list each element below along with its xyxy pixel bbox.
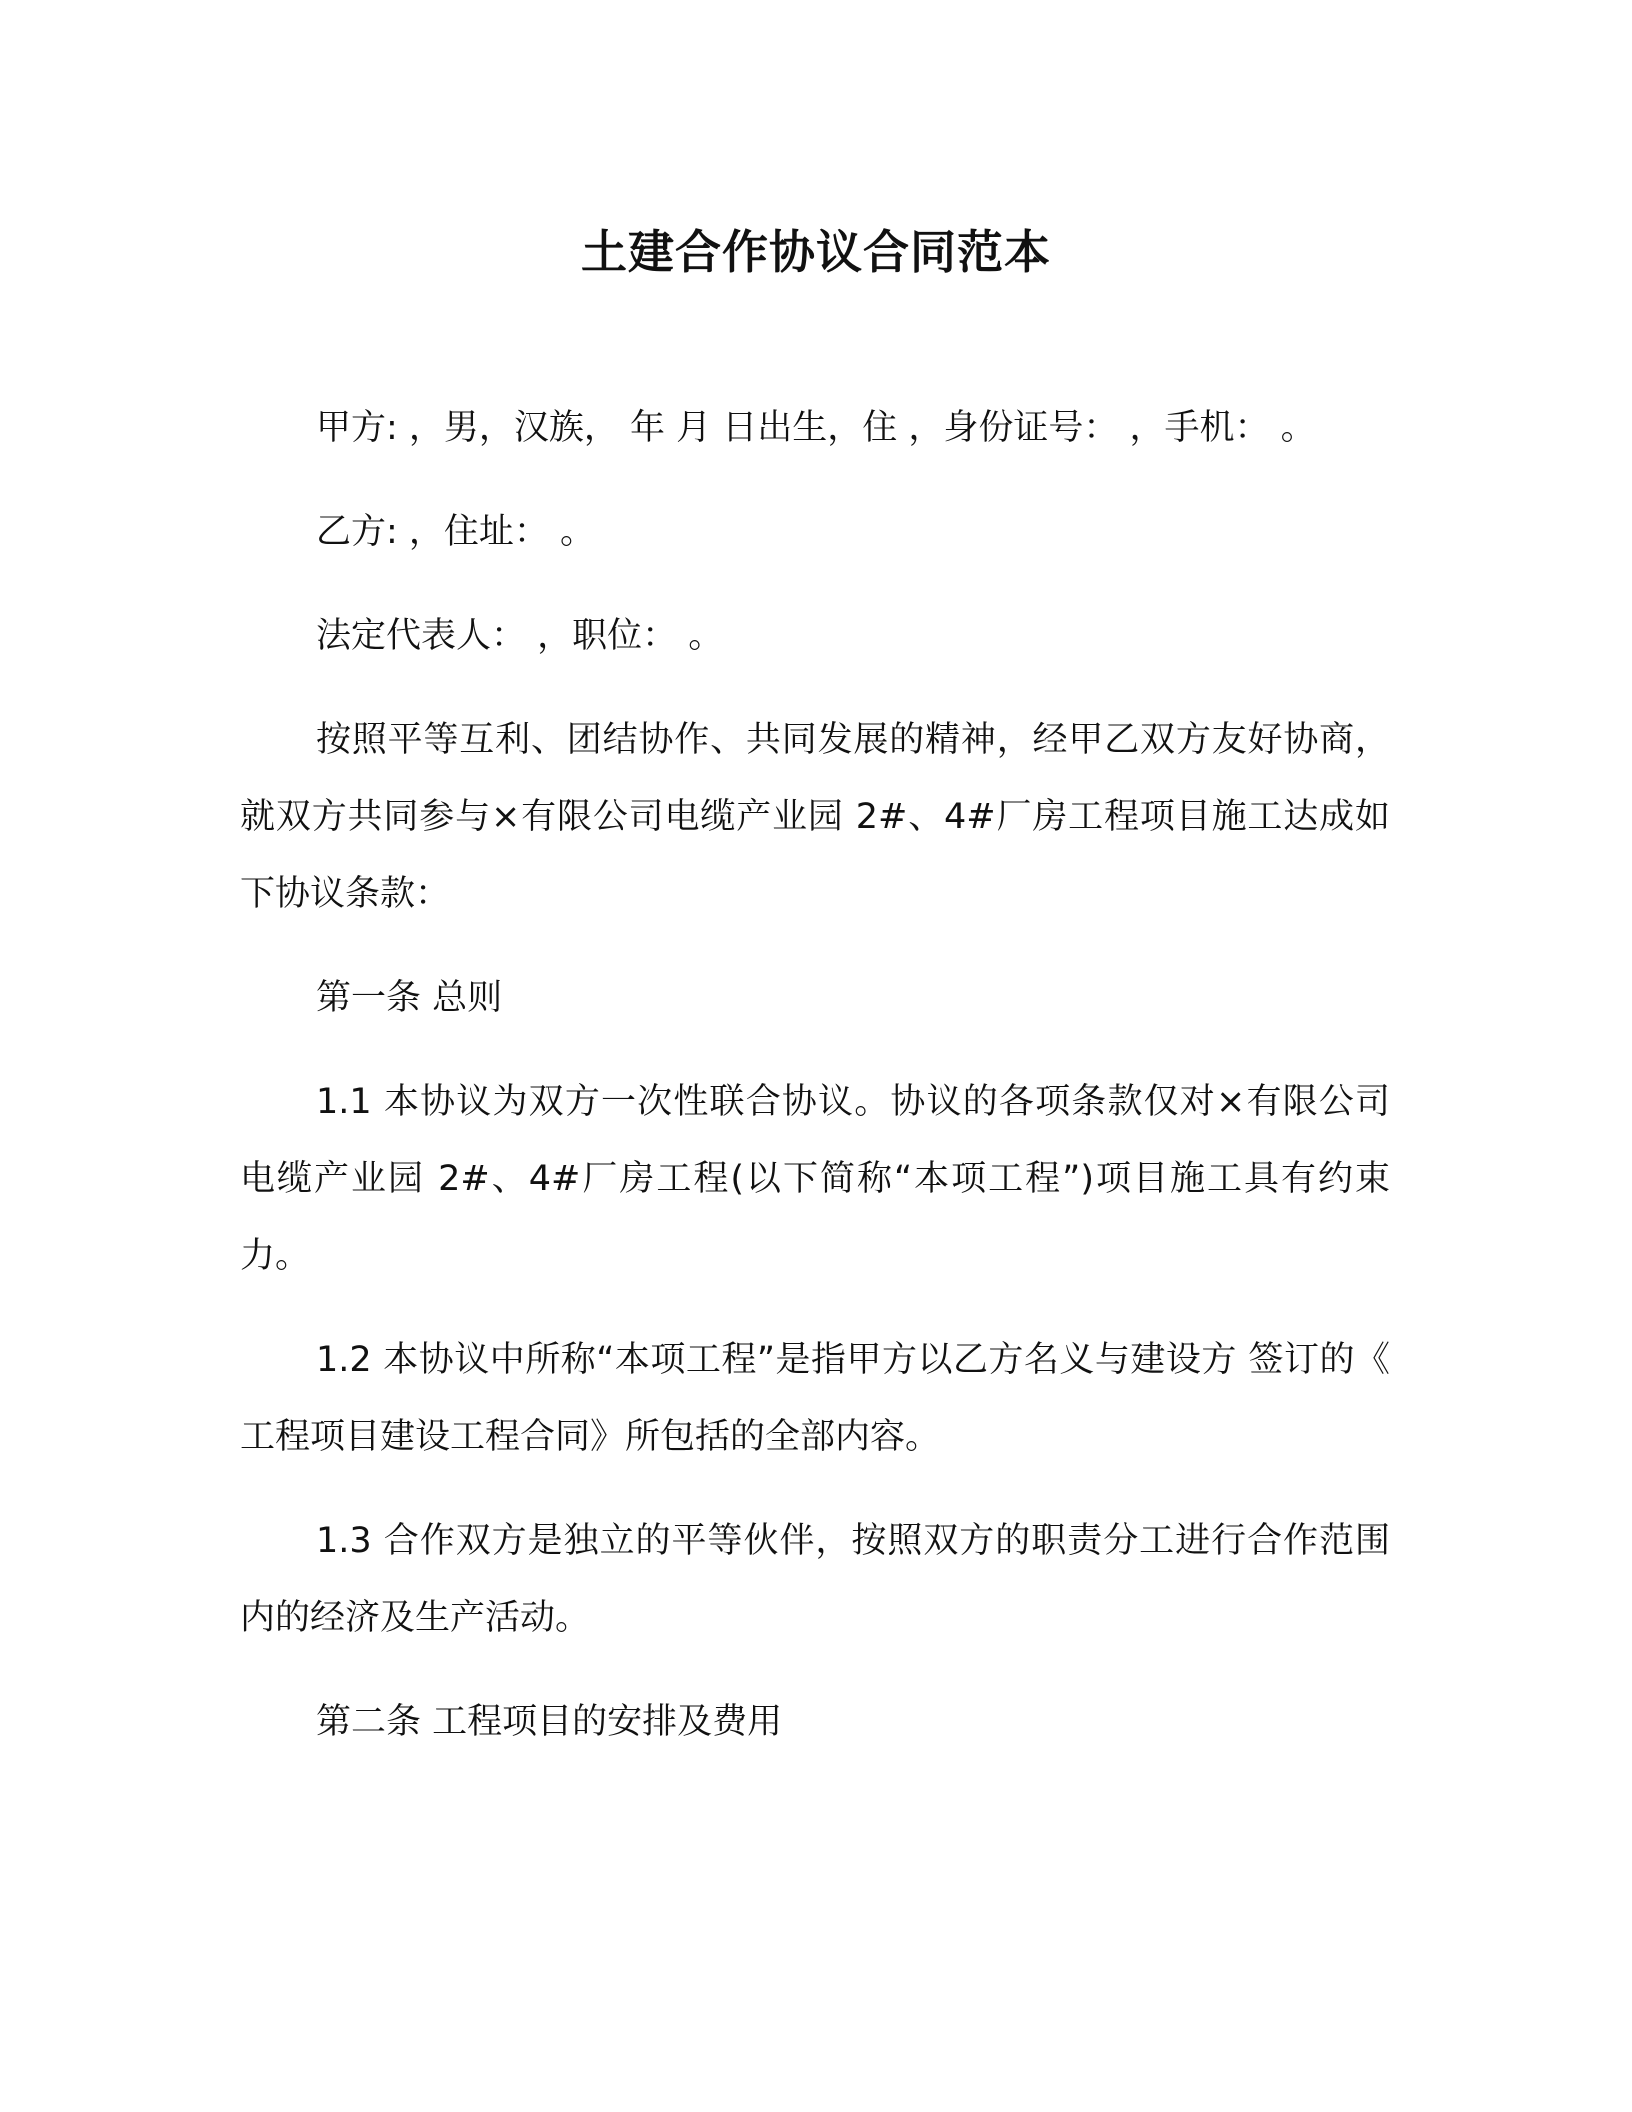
clause-1-2-paragraph: 1.2 本协议中所称“本项工程”是指甲方以乙方名义与建设方 签订的《 工程项目建设工程合同》所包括的全部内容。 (240, 1340, 1390, 1457)
party-b-paragraph: 乙方: ，住址： 。 (316, 512, 596, 552)
article-2-heading: 第二条 工程项目的安排及费用 (316, 1702, 783, 1742)
preamble-paragraph: 按照平等互利、团结协作、共同发展的精神，经甲乙双方友好协商，就双方共同参与×有限公司电缆产业园 2#、4#厂房工程项目施工达成如下协议条款： (240, 720, 1390, 914)
legal-representative-paragraph: 法定代表人： ，职位： 。 (316, 616, 724, 656)
clause-1-1-paragraph: 1.1 本协议为双方一次性联合协议。协议的各项条款仅对×有限公司电缆产业园 2#、4#厂房工程(以下简称“本项工程”)项目施工具有约束力。 (240, 1082, 1390, 1276)
document-title: 土建合作协议合同范本 (581, 225, 1051, 279)
clause-1-3-paragraph: 1.3 合作双方是独立的平等伙伴，按照双方的职责分工进行合作范围内的经济及生产活动。 (240, 1521, 1390, 1638)
article-1-heading: 第一条 总则 (316, 978, 503, 1018)
party-a-paragraph: 甲方: ，男，汉族， 年 月 日出生，住 ，身份证号： ，手机： 。 (316, 408, 1316, 448)
document-body (240, 390, 1390, 1788)
